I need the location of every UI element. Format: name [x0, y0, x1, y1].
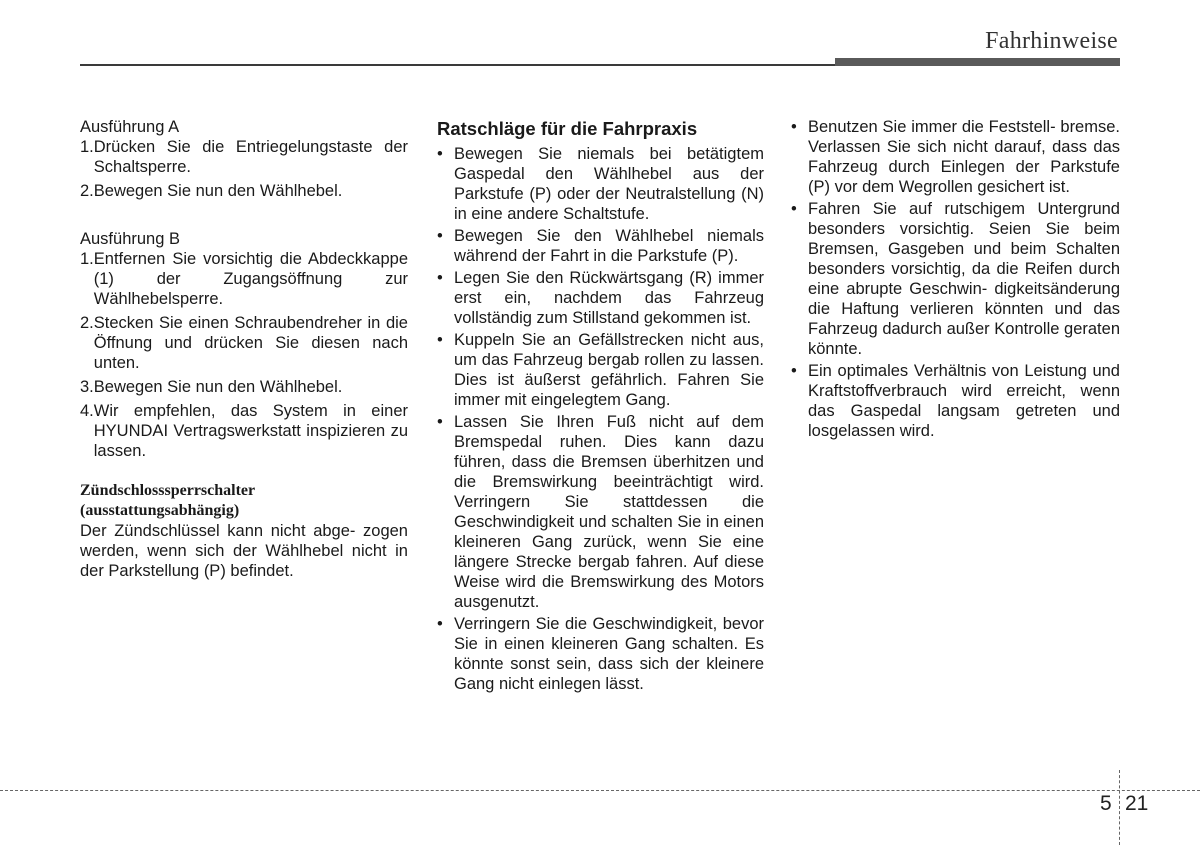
- column-right: [791, 117, 1120, 443]
- list-item: [80, 137, 408, 177]
- list-item: [80, 249, 408, 309]
- variant-b-steps: [80, 249, 408, 461]
- list-item: [437, 330, 764, 410]
- step-number: 2.: [80, 314, 94, 332]
- bullet-text: Kuppeln Sie an Gefällstrecken nicht aus, um das Fahrzeug bergab rollen zu lassen. Dies ist äußerst gefährlich. Fahren Sie immer mit eingelegtem Gang.: [454, 331, 764, 409]
- section-title: Fahrhinweise: [985, 28, 1118, 54]
- bullet-icon: •: [437, 145, 443, 163]
- footer-rule: [0, 790, 1200, 791]
- bullet-text: Verringern Sie die Geschwindigkeit, bevor Sie in einen kleineren Gang schalten. Es könnte sonst sein, dass sich der kleinere Gang nicht einlegen lässt.: [454, 615, 764, 693]
- variant-a-label: Ausführung A: [80, 118, 180, 136]
- page-number: 21: [1125, 792, 1149, 815]
- chapter-number: 5: [1100, 792, 1112, 815]
- heading-line: Zündschlosssperrschalter: [80, 482, 256, 499]
- bullet-text: Benutzen Sie immer die Feststell- bremse. Verlassen Sie sich nicht darauf, dass das Fahrzeug durch Einlegen der Parkstufe (P) vor dem Wegrollen gesichert ist.: [808, 118, 1120, 196]
- heading-line: (ausstattungsabhängig): [80, 502, 240, 519]
- header-rule: [80, 64, 835, 66]
- list-item: [80, 313, 408, 373]
- step-text: Stecken Sie einen Schraubendreher in die Öffnung und drücken Sie diesen nach unten.: [93, 314, 408, 372]
- bullet-text: Ein optimales Verhältnis von Leistung und Kraftstoffverbrauch wird erreicht, wenn das Gaspedal langsam getreten und losgelassen wird.: [808, 362, 1120, 440]
- step-number: 3.: [80, 378, 94, 396]
- list-item: [437, 144, 764, 224]
- list-item: [437, 412, 764, 612]
- step-text: Wir empfehlen, das System in einer HYUNDAI Vertragswerkstatt inspizieren zu lassen.: [93, 402, 408, 460]
- header-rule-accent: [835, 58, 1120, 66]
- step-number: 1.: [80, 138, 94, 156]
- list-item: [80, 377, 408, 397]
- bullet-text: Legen Sie den Rückwärtsgang (R) immer erst ein, nachdem das Fahrzeug vollständig zum Stillstand gekommen ist.: [454, 269, 764, 327]
- bullet-icon: •: [437, 615, 443, 633]
- list-item: [437, 268, 764, 328]
- footer-divider: [1119, 770, 1120, 845]
- column-left: [80, 117, 408, 581]
- step-number: 1.: [80, 250, 94, 268]
- list-item: [791, 117, 1120, 197]
- step-number: 2.: [80, 182, 94, 200]
- list-item: [791, 199, 1120, 359]
- bullet-icon: •: [437, 227, 443, 245]
- bullet-icon: •: [791, 200, 797, 218]
- bullet-icon: •: [791, 118, 797, 136]
- step-text: Entfernen Sie vorsichtig die Abdeckkappe (1) der Zugangsöffnung zur Wählhebelsperre.: [93, 250, 408, 308]
- list-item: [437, 226, 764, 266]
- bullet-text: Bewegen Sie niemals bei betätigtem Gaspedal den Wählhebel aus der Parkstufe (P) oder der Neutralstellung (N) in eine andere Schaltstufe.: [454, 145, 764, 223]
- step-text: Drücken Sie die Entriegelungstaste der Schaltsperre.: [93, 138, 408, 176]
- list-item: [80, 401, 408, 461]
- bullet-text: Fahren Sie auf rutschigem Untergrund besonders vorsichtig. Seien Sie beim Bremsen, Gasgeben und beim Schalten besonders vorsichtig, da die Reifen durch eine abrupte Geschwin- digkeitsänderung die Haftung verlieren könnten und das Fahrzeug dadurch außer Kontrolle geraten könnte.: [808, 200, 1120, 358]
- driving-tips-list: [437, 144, 764, 694]
- bullet-icon: •: [437, 269, 443, 287]
- bullet-text: Lassen Sie Ihren Fuß nicht auf dem Bremspedal ruhen. Dies kann dazu führen, dass die Bremsen überhitzen und die Bremswirkung beeinträchtigt wird. Verringern Sie stattdessen die Geschwindigkeit und schalten Sie in einen kleineren Gang zurück, wenn Sie eine längere Strecke bergab fahren. Auf diese Weise wird die Bremswirkung des Motors ausgenutzt.: [454, 413, 764, 611]
- driving-tips-heading: Ratschläge für die Fahrpraxis: [437, 118, 698, 139]
- variant-b-label: Ausführung B: [80, 230, 180, 248]
- step-number: 4.: [80, 402, 94, 420]
- variant-a-steps: [80, 137, 408, 201]
- bullet-icon: •: [437, 331, 443, 349]
- ignition-lock-text: Der Zündschlüssel kann nicht abge- zogen werden, wenn sich der Wählhebel nicht in der Parkstellung (P) befindet.: [80, 522, 408, 580]
- bullet-icon: •: [437, 413, 443, 431]
- driving-tips-list-continued: [791, 117, 1120, 441]
- ignition-lock-heading: [80, 481, 408, 521]
- column-middle: [437, 117, 764, 696]
- list-item: [437, 614, 764, 694]
- list-item: [80, 181, 408, 201]
- list-item: [791, 361, 1120, 441]
- bullet-icon: •: [791, 362, 797, 380]
- step-text: Bewegen Sie nun den Wählhebel.: [93, 378, 343, 396]
- bullet-text: Bewegen Sie den Wählhebel niemals während der Fahrt in die Parkstufe (P).: [454, 227, 764, 265]
- step-text: Bewegen Sie nun den Wählhebel.: [93, 182, 343, 200]
